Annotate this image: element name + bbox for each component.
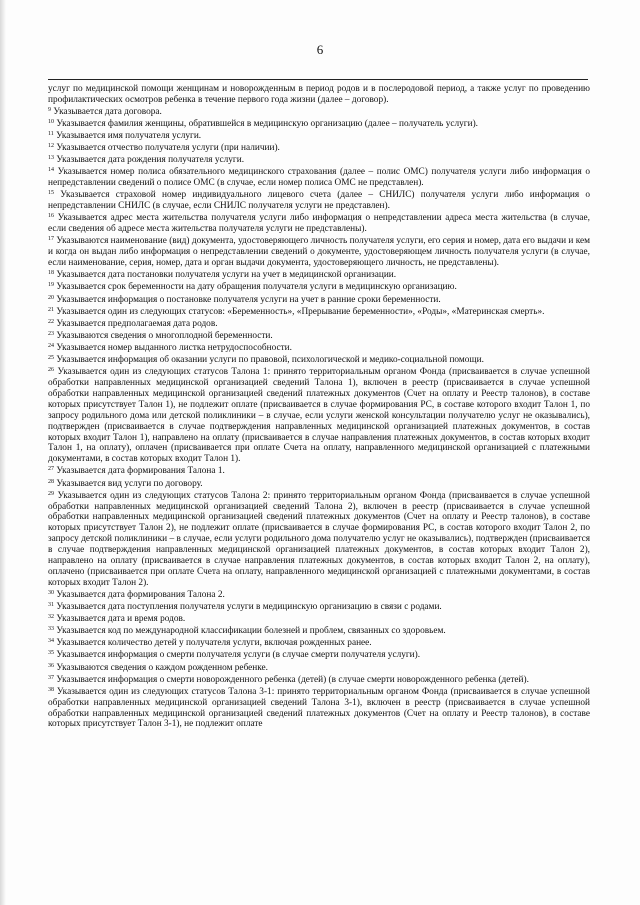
footnote-text: Указываются сведения о каждом рожденном ребенке.: [56, 662, 269, 673]
footnote-text: Указывается номер выданного листка нетрудоспособности.: [56, 342, 292, 353]
footnote-number: 10: [48, 119, 54, 126]
footnote-text: Указывается предполагаемая дата родов.: [56, 318, 218, 329]
footnote-item: [48, 143, 590, 154]
footnote-item: [48, 491, 590, 589]
footnote-number: 27: [48, 466, 54, 473]
footnote-item: [48, 131, 590, 142]
footnote-text: Указываются сведения о многоплодной беременности.: [56, 330, 273, 341]
footnote-number: 34: [48, 638, 54, 645]
footnote-number: 19: [48, 282, 54, 289]
footnote-number: 35: [48, 650, 54, 657]
footnote-item: [48, 343, 590, 354]
footnote-number: 18: [48, 270, 54, 277]
footnote-item: [48, 319, 590, 330]
footnote-number: 38: [48, 686, 54, 693]
footnote-number: 22: [48, 318, 54, 325]
footnote-text: Указывается имя получателя услуги.: [56, 131, 202, 142]
footnote-number: 29: [48, 490, 54, 497]
footnote-number: 21: [48, 306, 54, 313]
footnote-number: 11: [48, 131, 54, 138]
footnote-number: 23: [48, 330, 54, 337]
footnote-text: Указывается информация о смерти новорожденного ребенка (детей) (в случае смерти новорожденного ребенка (детей).: [56, 674, 529, 685]
footnote-item: [48, 119, 590, 130]
footnote-item: [48, 282, 590, 293]
footnote-text: Указывается информация об оказании услуги по правовой, психологической и медико-социальной помощи.: [56, 355, 484, 366]
footnote-item: [48, 190, 590, 212]
footnote-text: Указывается фамилия женщины, обратившейся в медицинскую организацию (далее – получатель услуги).: [56, 119, 479, 130]
footnotes-body: [48, 84, 590, 732]
footnote-item: [48, 650, 590, 661]
footnote-number: 26: [48, 367, 54, 374]
footnote-item: [48, 687, 590, 731]
footnote-text: Указывается один из следующих статусов Талона 1: принято территориальным органом Фонда (присваивается в случае успешной обработки направленных медицинской организацией сведений Талона 1), включен в реестр (присваивается в случае успешной обработки направленных медицинской организацией сведений платежных документов (Счет на оплату и Реестр талонов), в составе которых присутствует Талон 1), не подлежит оплате (присваивается в случае формирования РС, в составе которого входит Талон 1, по запросу родильного дома или детской поликлиники – в случае, если услуги женской консультации получателю услуг не оказывались), подтвержден (присваивается в случае подтверждения направленных медицинской организацией платежных документов, в состав которых входит Талон 1), направлено на оплату (присваивается в случае направления платежных документов, в состав которых входит Талон 1, на оплату), оплачен (присваивается при оплате Счета на оплату, направленного медицинской организацией с платежными документами, в состав которых входит Талон 1).: [48, 367, 590, 465]
footnote-number: 31: [48, 602, 54, 609]
footnote-text: Указывается один из следующих статусов Талона 3-1: принято территориальным органом Фонда (присваивается в случае успешной обработки направленных медицинской организацией сведений Талона 3-1), включен в реестр (присваивается в случае успешной обработки направленных медицинской организацией сведений платежных документов (Счет на оплату и Реестр талонов), в составе которых присутствует Талон 3-1), не подлежит оплате: [48, 686, 590, 730]
footnote-number: 16: [48, 213, 54, 220]
footnote-number: 12: [48, 143, 54, 150]
footnote-number: 13: [48, 155, 54, 162]
footnote-item: [48, 155, 590, 166]
footnote-number: 20: [48, 294, 54, 301]
footnote-item: [48, 626, 590, 637]
footnote-item: [48, 307, 590, 318]
scan-edge-shadow: [0, 0, 6, 905]
footnote-item: [48, 167, 590, 189]
footnote-text: Указывается код по международной классификации болезней и проблем, связанных со здоровьем.: [56, 626, 446, 637]
footnote-item: [48, 479, 590, 490]
footnote-text: Указывается дата и время родов.: [56, 614, 186, 625]
footnote-number: 24: [48, 342, 54, 349]
lead-paragraph: услуг по медицинской помощи женщинам и новорожденным в период родов и в послеродовой период, а также услуг по проведению профилактических осмотров ребенка в течение первого года жизни (далее – договор).: [48, 84, 590, 105]
footnote-list: [48, 107, 590, 730]
footnote-item: [48, 663, 590, 674]
footnote-text: Указывается дата формирования Талона 2.: [56, 590, 225, 600]
footnote-number: 28: [48, 478, 54, 485]
footnote-item: [48, 590, 590, 601]
footnote-text: Указывается количество детей у получателя услуги, включая рожденных ранее.: [56, 638, 372, 649]
footnote-number: 9: [48, 107, 51, 113]
footnote-item: [48, 675, 590, 686]
footnote-text: Указывается один из следующих статусов Талона 2: принято территориальным органом Фонда (присваивается в случае успешной обработки направленных медицинской организацией сведений Талона 2), включен в реестр (присваивается в случае успешной обработки направленных медицинской организацией сведений платежных документов (Счет на оплату и Реестр талонов), в составе которых присутствует Талон 2), не подлежит оплате (присваивается в случае формирования РС, в состав которого входит Талон 2, по запросу детской поликлиники – в случае, если услуги родильного дома получателю услуг не оказывались), подтвержден (присваивается в случае подтверждения направленных медицинской организацией платежных документов, в состав которых входит Талон 2), направлено на оплату (присваивается в случае направления платежных документов, в состав которых входит Талон 2, на оплату), оплачено (присваивается при оплате Счета на оплату, направленного медицинской организацией с платежными документами, в состав которых входит Талон 2).: [48, 490, 590, 588]
footnote-item: [48, 107, 590, 118]
footnote-number: 14: [48, 167, 54, 174]
footnote-item: [48, 355, 590, 366]
footnote-text: Указывается дата формирования Талона 1.: [56, 466, 225, 477]
footnote-text: Указывается информация о смерти получателя услуги (в случае смерти получателя услуги).: [56, 650, 421, 661]
footnote-text: Указывается дата постановки получателя услуги на учет в медицинской организации.: [56, 270, 397, 281]
footnote-number: 17: [48, 236, 54, 243]
footnote-number: 32: [48, 614, 54, 621]
footnote-number: 33: [48, 626, 54, 633]
footnote-number: 37: [48, 674, 54, 681]
footnote-number: 15: [48, 190, 54, 197]
footnote-text: Указываются наименование (вид) документа, удостоверяющего личность получателя услуги, его серия и номер, дата его выдачи и кем и когда он выдан либо информация о непредставлении сведений о документе, удостоверяющем личность получателя услуги (в случае, если наименование, серия, номер, дата и орган выдачи документа, удостоверяющего личность, не представлены).: [48, 236, 591, 269]
footnote-text: Указывается срок беременности на дату обращения получателя услуги в медицинскую организацию.: [56, 282, 457, 293]
footnote-item: [48, 270, 590, 281]
footnote-text: Указывается информация о постановке получателя услуги на учет в ранние сроки беременности.: [56, 294, 441, 305]
footnote-separator: [48, 79, 588, 80]
footnote-item: [48, 295, 590, 306]
footnote-text: Указывается дата поступления получателя услуги в медицинскую организацию в связи с родами.: [56, 602, 442, 613]
footnote-number: 30: [48, 590, 54, 596]
footnote-item: [48, 213, 590, 235]
page-number: 6: [316, 42, 324, 57]
footnote-item: [48, 602, 590, 613]
footnote-text: Указывается адрес места жительства получателя услуги либо информация о непредставлении адреса места жительства (в случае, если сведения об адресе места жительства получателя услуги не представлены).: [48, 213, 590, 235]
footnote-item: [48, 638, 590, 649]
footnote-text: Указывается один из следующих статусов: «Беременность», «Прерывание беременности», «Роды», «Материнская смерть».: [56, 306, 545, 317]
footnote-text: Указывается отчество получателя услуги (при наличии).: [56, 143, 280, 154]
footnote-text: Указывается вид услуги по договору.: [56, 478, 203, 489]
footnote-number: 25: [48, 355, 54, 362]
footnote-text: Указывается номер полиса обязательного медицинского страхования (далее – полис ОМС) получателя услуги либо информация о непредставлении сведений о полисе ОМС (в случае, если номер полиса ОМС не представлен).: [48, 167, 590, 189]
footnote-number: 36: [48, 662, 54, 669]
footnote-text: Указывается дата рождения получателя услуги.: [56, 155, 245, 166]
footnote-item: [48, 236, 590, 269]
footnote-item: [48, 466, 590, 477]
footnote-item: [48, 614, 590, 625]
footnote-text: Указывается страховой номер индивидуального лицевого счета (далее – СНИЛС) получателя услуги либо информация о непредставлении СНИЛС (в случае, если СНИЛС получателя услуги не представлен).: [48, 190, 590, 212]
footnote-text: Указывается дата договора.: [53, 107, 162, 117]
footnote-item: [48, 331, 590, 342]
footnote-item: [48, 367, 590, 465]
